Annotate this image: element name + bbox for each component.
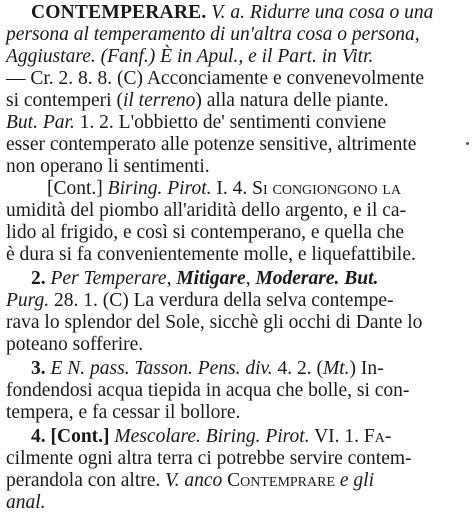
entry-line-9 [47, 178, 401, 200]
source-reference: Biring. Pirot. [107, 178, 212, 199]
sense-number: 2. [31, 268, 51, 289]
body-text: 28. 1. (C) La verdura della selva contempe- [49, 290, 394, 311]
entry-line-20 [31, 426, 391, 448]
body-text: si contemperi ( [6, 90, 123, 111]
entry-line-19 [6, 402, 240, 424]
body-text: esser contemperato alle potenze sensitive, altrimente [6, 134, 417, 155]
cross-reference-headword: Contemprare [227, 470, 336, 491]
cross-reference-label: V. anco [165, 470, 223, 491]
citation-text: — Cr. 2. 8. 8. (C) Acconciamente e convenevolmente [6, 68, 425, 89]
body-text: umidità del piombo all'aridità dello argento, e il ca- [6, 200, 407, 221]
cross-reference-label: e gli [339, 470, 375, 491]
body-text: perandola con altre. [6, 470, 166, 491]
source-reference: But. Par. [6, 112, 75, 133]
entry-line-15 [6, 312, 422, 334]
body-text: rava lo splendor del Sole, sicchè gli occhi di Dante lo [6, 312, 423, 333]
body-text: VI. 1. Fa- [309, 426, 392, 447]
entry-line-2 [6, 24, 420, 46]
separator: , [245, 268, 256, 289]
entry-line-14 [6, 290, 394, 312]
cross-reference-label: anal. [6, 492, 46, 513]
entry-line-23 [6, 492, 46, 514]
entry-line-11 [6, 222, 404, 244]
body-text: fondendosi acqua tiepida in acqua che bolle, si con- [6, 380, 410, 401]
body-text: cilmente ogni altra terra ci potrebbe servire contem- [6, 448, 412, 469]
sense-definition: E N. pass. Tasson. Pens. div. [50, 358, 273, 379]
entry-line-13 [31, 268, 378, 290]
sense-number: 3. [31, 358, 51, 379]
entry-line-22 [6, 470, 374, 492]
entry-line-10 [6, 200, 406, 222]
body-text: 1. 2. L'obbietto de' sentimenti conviene [74, 112, 387, 133]
entry-line-5 [6, 90, 389, 112]
definition-text: persona al temperamento di un'altra cosa o persona, [6, 24, 420, 45]
body-text: 4. 2. ( [272, 358, 323, 379]
body-text: lido al frigido, e così si contemperano, e quella che [6, 222, 404, 243]
entry-line-12 [6, 244, 416, 266]
sense-number: 4. [Cont.] [31, 426, 115, 447]
body-text: poteano sofferire. [6, 334, 144, 355]
source-reference: Purg. [6, 290, 50, 311]
entry-line-3 [6, 46, 373, 68]
entry-line-1 [31, 2, 433, 24]
sense-definition: Mescolare. Biring. Pirot. [114, 426, 310, 447]
entry-line-16 [6, 334, 143, 356]
body-text: tempera, e fa cessar il bollore. [6, 402, 241, 423]
definition-text: Aggiustare. (Fanf.) È in Apul., e il Part. in Vitr. [6, 46, 374, 67]
entry-line-6 [6, 112, 386, 134]
headword: CONTEMPERARE. [31, 2, 207, 23]
entry-line-8 [6, 156, 210, 178]
separator: , [166, 268, 177, 289]
body-text: è dura si fa convenientemente molle, e liquefattibile. [6, 244, 416, 265]
body-text: non operano li sentimenti. [6, 156, 210, 177]
body-text: ) In- [349, 358, 384, 379]
print-speck [466, 142, 469, 145]
emphasis-text: il terreno [122, 90, 196, 111]
entry-line-21 [6, 448, 412, 470]
entry-line-7 [6, 134, 416, 156]
definition-text: V. a. Ridurre una cosa o una [211, 2, 434, 23]
sense-definition: Moderare. But. [255, 268, 379, 289]
sense-definition: Mitigare [176, 268, 246, 289]
sense-definition: Per Temperare [50, 268, 167, 289]
body-text: ) alla natura delle piante. [195, 90, 389, 111]
entry-line-18 [6, 380, 409, 402]
entry-line-4 [6, 68, 424, 90]
source-code: Mt. [322, 358, 350, 379]
body-text: I. 4. Si congiongono la [211, 178, 402, 199]
entry-line-17 [31, 358, 384, 380]
body-text: [Cont.] [47, 178, 108, 199]
